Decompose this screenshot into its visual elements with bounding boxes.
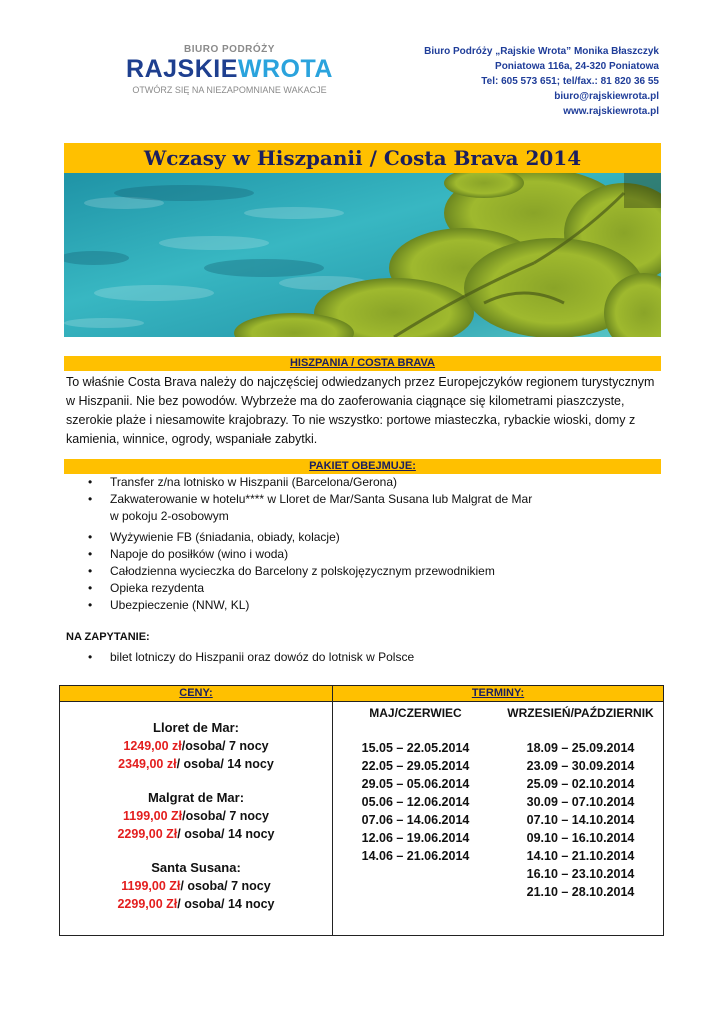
list-item-continuation: w pokoju 2-osobowym (110, 509, 229, 523)
list-item: • Wyżywienie FB (śniadania, obiady, kolacje) (66, 529, 532, 546)
section-heading-package: PAKIET OBEJMUJE: (64, 459, 661, 474)
page-title: Wczasy w Hiszpanii / Costa Brava 2014 (143, 146, 582, 170)
prices-column (60, 720, 332, 913)
price-unit: /osoba/ 7 nocy (182, 809, 269, 823)
date-item: 29.05 – 05.06.2014 (361, 777, 470, 791)
contact-company: Biuro Podróży „Rajskie Wrota” Monika Błaszczyk (424, 46, 659, 57)
date-item: 15.05 – 22.05.2014 (361, 741, 470, 755)
date-item: 14.06 – 21.06.2014 (361, 849, 470, 863)
date-item: 09.10 – 16.10.2014 (526, 831, 635, 845)
list-item: • Zakwaterowanie w hotelu**** w Lloret de Mar/Santa Susana lub Malgrat de Mar (66, 491, 532, 508)
price-14-nights (60, 825, 332, 843)
list-item: • Transfer z/na lotnisko w Hiszpanii (Barcelona/Gerona) (66, 474, 532, 491)
date-item: 07.10 – 14.10.2014 (526, 813, 635, 827)
price-amount: 2299,00 Zł (117, 897, 178, 911)
date-item: 18.09 – 25.09.2014 (526, 741, 635, 755)
date-item: 30.09 – 07.10.2014 (526, 795, 635, 809)
contact-block (424, 44, 659, 119)
contact-website-link[interactable]: www.rajskiewrota.pl (563, 106, 659, 117)
price-7-nights (60, 807, 332, 825)
hero-image (64, 173, 661, 337)
logo-tagline: OTWÓRZ SIĘ NA NIEZAPOMNIANE WAKACJE (132, 85, 327, 95)
price-14-nights (60, 895, 332, 913)
price-14-nights (60, 755, 332, 773)
terms-column-may-june (333, 704, 498, 865)
price-amount: 1199,00 Zł (123, 809, 183, 823)
hotel-name: Santa Susana: (151, 860, 241, 875)
hotel-name: Lloret de Mar: (153, 720, 239, 735)
logo-word-b: WROTA (237, 55, 333, 83)
date-item: 12.06 – 19.06.2014 (361, 831, 470, 845)
price-amount: 1249,00 zł (123, 739, 182, 753)
column-header: WRZESIEŃ/PAŹDZIERNIK (507, 706, 654, 720)
contact-address: Poniatowa 116a, 24-320 Poniatowa (495, 61, 659, 72)
contact-phone: Tel: 605 573 651; tel/fax.: 81 820 36 55 (481, 76, 659, 87)
on-request-list (66, 649, 414, 666)
date-list (333, 739, 498, 865)
date-item: 23.09 – 30.09.2014 (526, 759, 635, 773)
region-description: To właśnie Costa Brava należy do najczęściej odwiedzanych przez Europejczyków regionem turystycznym w Hiszpanii. Nie bez powodów. Wybrzeże ma do zaoferowania ciągnące się kilometrami piaszczyste, szerokie plaże i niesamowite krajobrazy. To nie wszystko: portowe miasteczka, rybackie wioski, domy z kamienia, winnice, ogrody, wspaniałe zabytki. (66, 375, 655, 446)
column-header: MAJ/CZERWIEC (369, 706, 462, 720)
price-amount: 2299,00 Zł (117, 827, 178, 841)
date-item: 07.06 – 14.06.2014 (361, 813, 470, 827)
on-request-heading: NA ZAPYTANIE: (66, 631, 150, 643)
date-item: 25.09 – 02.10.2014 (526, 777, 635, 791)
date-list (498, 739, 663, 901)
logo-word-a: RAJSKIE (126, 55, 238, 83)
logo (112, 44, 347, 95)
date-item: 05.06 – 12.06.2014 (361, 795, 470, 809)
list-item: • Opieka rezydenta (66, 580, 532, 597)
logo-top-text: BIURO PODRÓŻY (184, 44, 275, 55)
section-heading-region: HISZPANIA / COSTA BRAVA (64, 356, 661, 371)
terms-column-sep-oct (498, 704, 663, 901)
price-unit: /osoba/ 7 nocy (181, 739, 269, 753)
price-unit: / osoba/ 14 nocy (176, 757, 274, 771)
price-7-nights (60, 737, 332, 755)
list-item: • Całodzienna wycieczka do Barcelony z polskojęzycznym przewodnikiem (66, 563, 532, 580)
date-item: 22.05 – 29.05.2014 (361, 759, 470, 773)
contact-email-link[interactable]: biuro@rajskiewrota.pl (554, 91, 659, 102)
date-item: 14.10 – 21.10.2014 (526, 849, 635, 863)
price-7-nights (60, 877, 332, 895)
list-item: • Ubezpieczenie (NNW, KL) (66, 597, 532, 614)
logo-wordmark (112, 55, 347, 83)
list-item: • Napoje do posiłków (wino i woda) (66, 546, 532, 563)
title-bar (64, 143, 661, 173)
hotel-name: Malgrat de Mar: (147, 790, 245, 805)
price-unit: / osoba/ 7 nocy (180, 879, 271, 893)
prices-table (59, 685, 664, 936)
price-unit: / osoba/ 14 nocy (177, 827, 275, 841)
date-item: 21.10 – 28.10.2014 (526, 885, 635, 899)
price-amount: 2349,00 zł (118, 757, 177, 771)
price-unit: / osoba/ 14 nocy (177, 897, 275, 911)
price-amount: 1199,00 Zł (121, 879, 181, 893)
terms-header: TERMINY: (333, 686, 663, 702)
list-item: • bilet lotniczy do Hiszpanii oraz dowóz do lotnisk w Polsce (66, 649, 414, 666)
date-item: 16.10 – 23.10.2014 (526, 867, 635, 881)
prices-header: CENY: (60, 686, 332, 702)
package-list (66, 474, 532, 614)
